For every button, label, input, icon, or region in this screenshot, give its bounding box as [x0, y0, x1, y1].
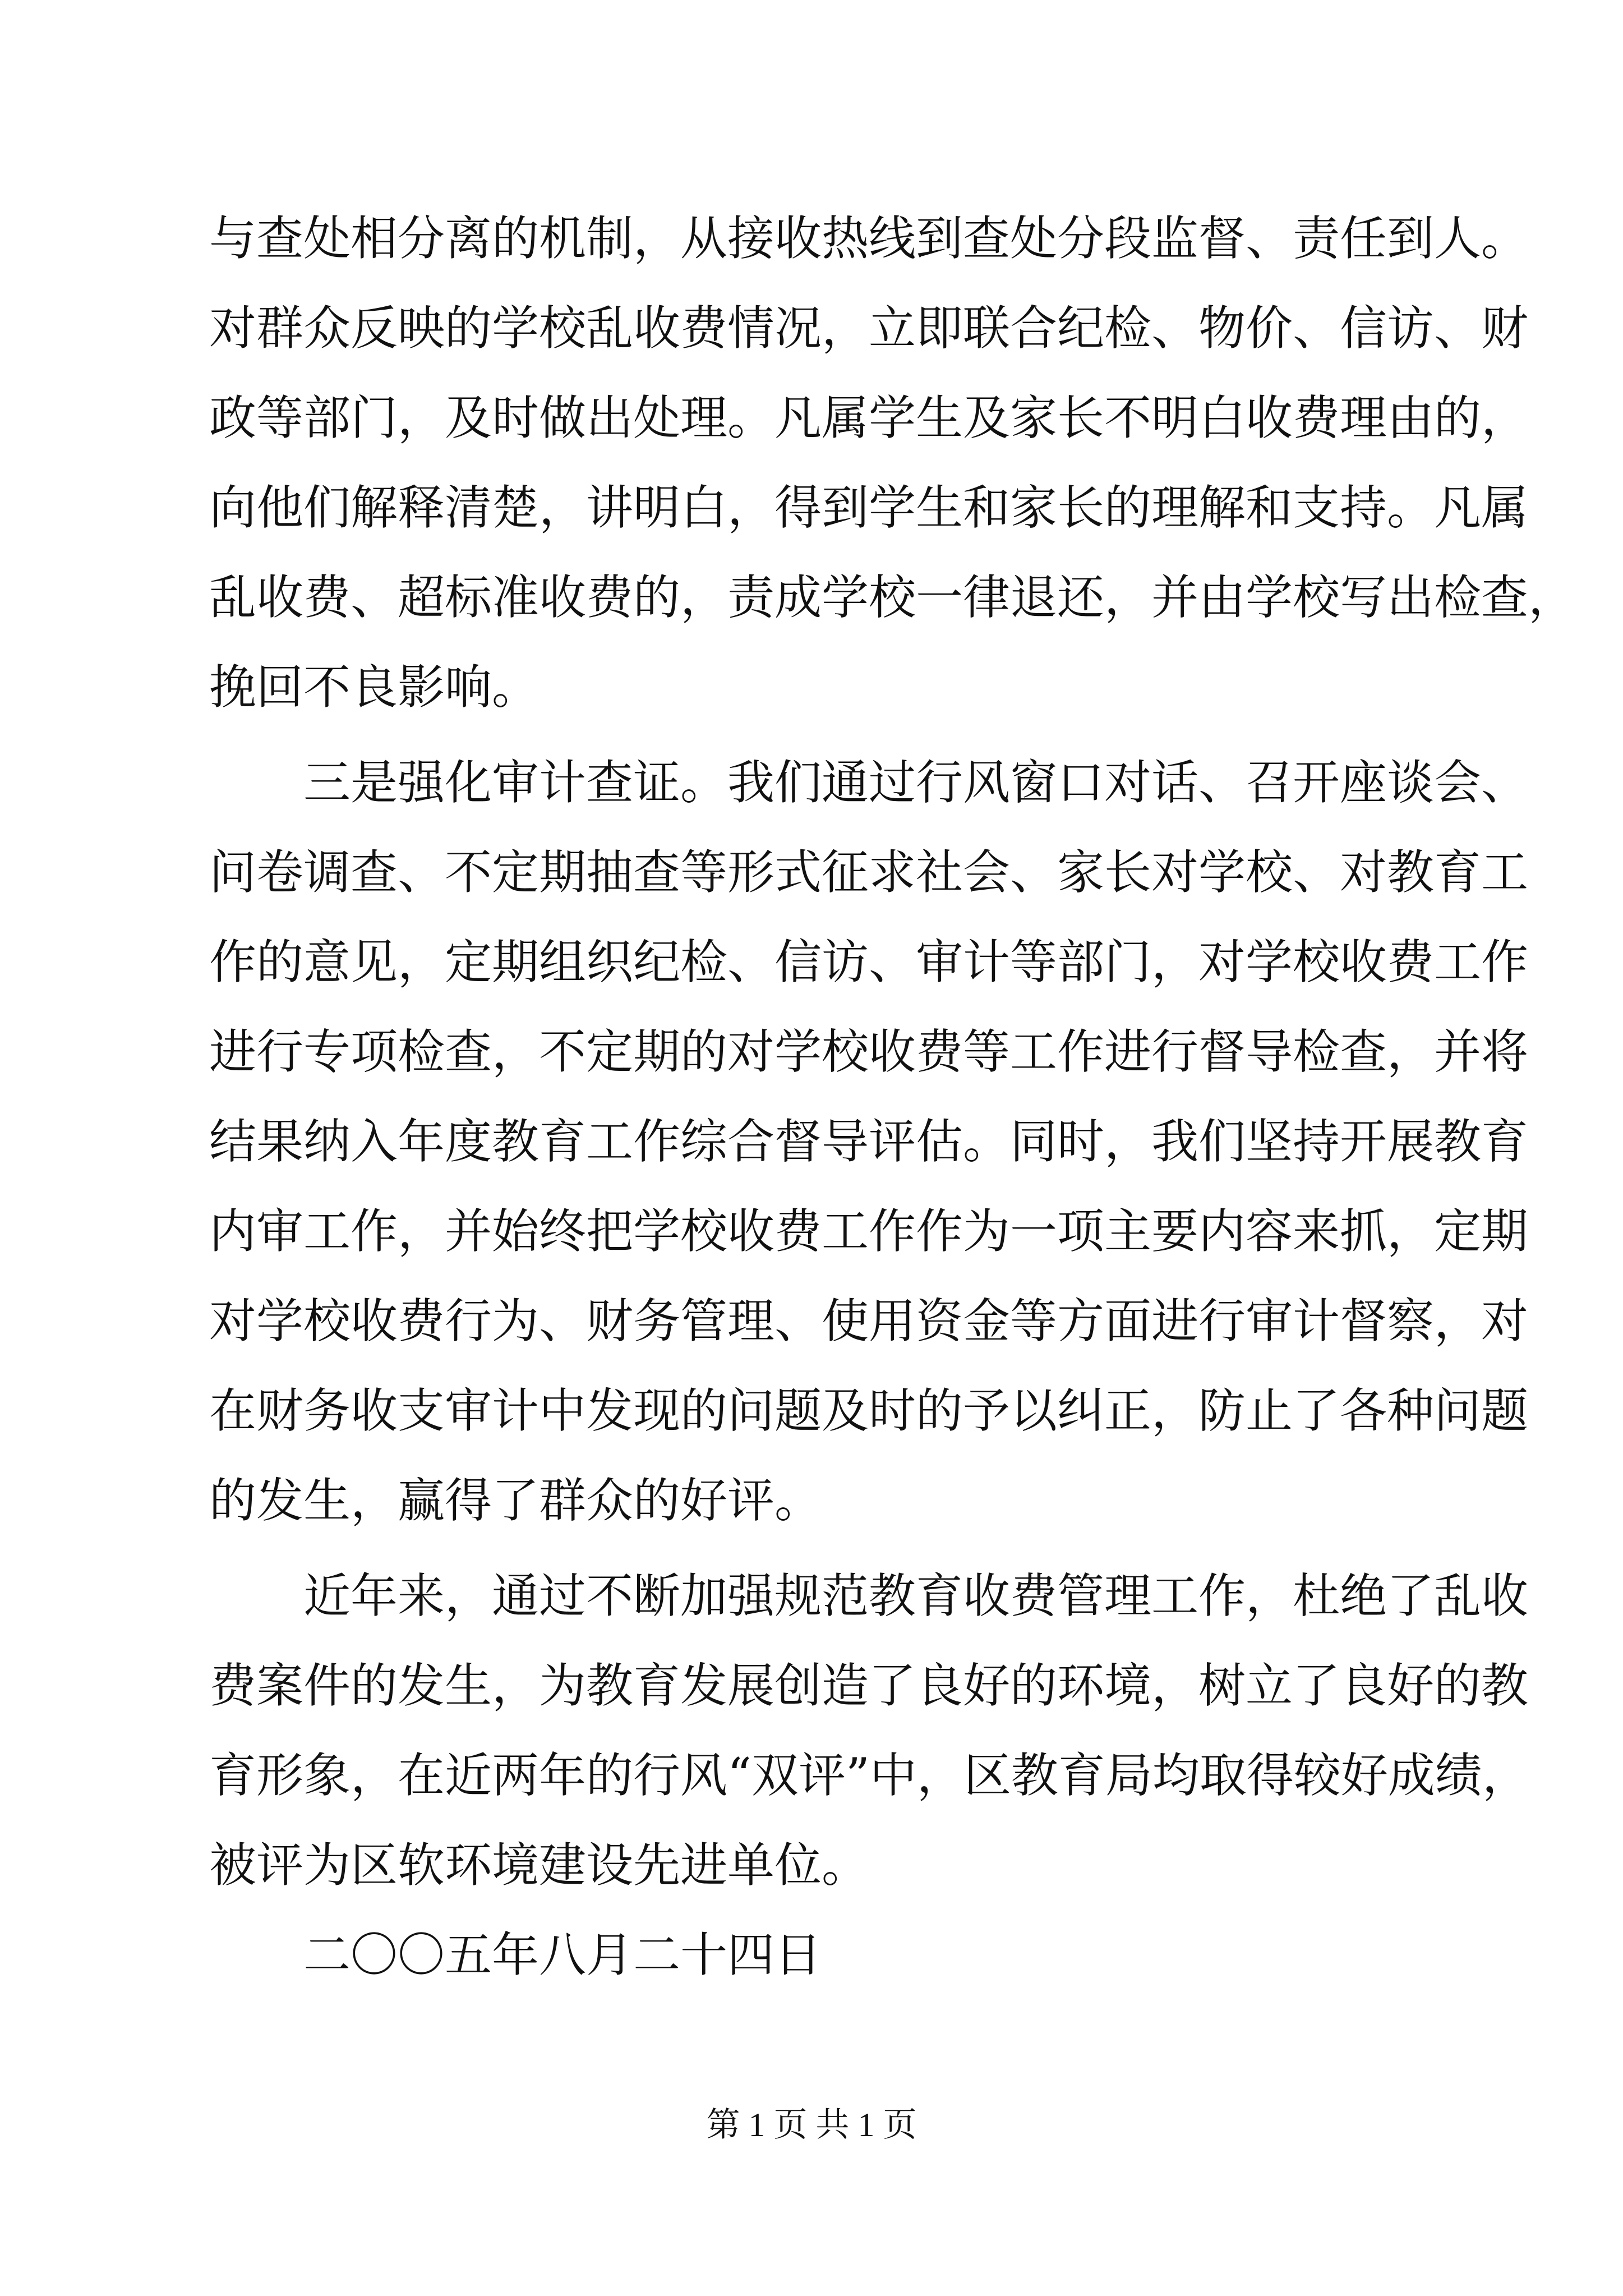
text-line: 费案件的发生，为教育发展创造了良好的环境，树立了良好的教: [209, 1658, 1529, 1713]
text-line: 作的意见，定期组织纪检、信访、审计等部门，对学校收费工作: [209, 935, 1529, 990]
date-line: 二〇〇五年八月二十四日: [303, 1927, 822, 1982]
text-line: 向他们解释清楚，讲明白，得到学生和家长的理解和支持。凡属: [209, 480, 1529, 535]
page-footer: 第 1 页 共 1 页: [706, 2106, 917, 2143]
text-line: 在财务收支审计中发现的问题及时的予以纠正，防止了各种问题: [209, 1383, 1529, 1438]
text-line: 被评为区软环境建设先进单位。: [209, 1838, 869, 1893]
text-line: 三是强化审计查证。我们通过行风窗口对话、召开座谈会、: [303, 755, 1529, 810]
text-line: 对学校收费行为、财务管理、使用资金等方面进行审计督察，对: [209, 1294, 1529, 1349]
text-line: 育形象，在近两年的行风“双评”中，区教育局均取得较好成绩，: [209, 1748, 1529, 1803]
text-line: 的发生，赢得了群众的好评。: [209, 1473, 822, 1528]
text-line: 挽回不良影响。: [209, 660, 540, 715]
text-line: 问卷调查、不定期抽查等形式征求社会、家长对学校、对教育工: [209, 845, 1529, 900]
text-line: 内审工作，并始终把学校收费工作作为一项主要内容来抓，定期: [209, 1204, 1529, 1259]
text-line: 与查处相分离的机制，从接收热线到查处分段监督、责任到人。: [209, 211, 1529, 266]
text-line: 乱收费、超标准收费的，责成学校一律退还，并由学校写出检查，: [209, 570, 1576, 625]
text-line: 近年来，通过不断加强规范教育收费管理工作，杜绝了乱收: [303, 1568, 1529, 1623]
text-line: 结果纳入年度教育工作综合督导评估。同时，我们坚持开展教育: [209, 1114, 1529, 1169]
text-line: 对群众反映的学校乱收费情况，立即联合纪检、物价、信访、财: [209, 301, 1529, 356]
text-line: 进行专项检查，不定期的对学校收费等工作进行督导检查，并将: [209, 1024, 1529, 1079]
text-line: 政等部门，及时做出处理。凡属学生及家长不明白收费理由的，: [209, 390, 1529, 445]
